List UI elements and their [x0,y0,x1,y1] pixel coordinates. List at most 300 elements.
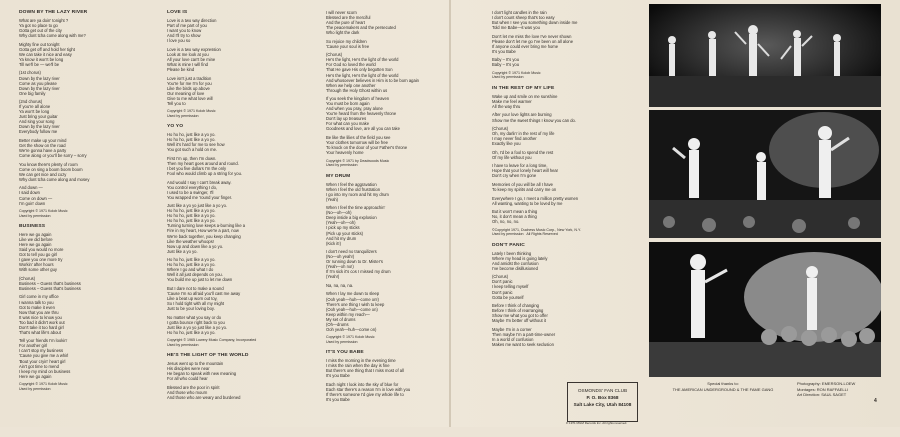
lyric-line: Ho ho ho, just like a yo yo. [167,257,216,263]
lyric-line: Keep within my reach— [326,311,370,317]
lyric-line: Just like a yo yo just like a yo yo. [167,324,228,330]
lyric-line: Everybody follow me [19,129,58,135]
lyric-line: Be like the lilies of the field you see [326,135,391,141]
lyric-line: 'Cause I'm so afraid you'll cast me away [167,290,241,296]
fan-club-po-box: P. O. Box 8368 [586,395,619,400]
lyric-line: Well it's hard for me to see how [167,142,225,148]
lyric-line: Then maybe I'm a part-time-owner [492,331,556,337]
lyric-line: Lately I been thinking [492,250,532,256]
lyric-stanza [492,274,638,299]
lyric-line: Maybe I'm in a corner [492,326,532,332]
credit-art-direction: Art Direction: SAUL SAGET [797,392,847,397]
lyric-line: You're heard from the heavenly throne [326,111,397,117]
lyric-line: You know there's plenty of room [19,161,78,167]
lyric-line: Don't cry when I'm gone [492,173,537,179]
lyric-line: Deep inside a big explosion [326,215,377,221]
lyric-line: Blessed are the poor in spirit [167,384,220,390]
lyric-stanza [19,232,119,272]
fan-club-city: Salt Lake City, Utah 84108 [573,402,632,407]
copyright-notice [492,71,638,80]
song-block [492,243,638,347]
song-title: HE'S THE LIGHT OF THE WORLD [167,353,249,359]
lyric-line: (Chorus) [19,275,36,281]
lyric-line: All your love can't be mine [167,56,216,62]
concert-photo-2 [649,110,881,238]
lyric-stanza [167,47,287,72]
lyrics-column-4 [492,10,638,378]
lyric-stanza [167,257,287,282]
lyric-line: Who light the dark [326,30,360,36]
concert-photo-3 [649,242,881,377]
lyric-line: Where I go and what I do [167,267,214,273]
copyright-line: Copyright © 1971 Kolob Music [19,209,68,214]
lyric-line: Too bad it didn't work out [19,319,65,325]
lyric-line: Just like a yo yo. [167,248,198,254]
lyric-line: Goodness and love, are all you can take [326,126,400,132]
lyric-line: Better make up your mind [19,138,67,144]
lyric-line: When I feel the time approachin' [326,205,386,211]
lyric-stanza [19,138,119,158]
lyric-line: Ain't got time to mend [19,363,59,369]
lyric-line: And would I say I can't break away. [167,179,232,185]
song-title: DOWN BY THE LAZY RIVER [19,10,88,15]
song-title: DON'T PANIC [492,242,525,248]
copyright-line: Used by permission [167,113,199,118]
lyric-line: Here we go again [19,373,52,379]
lyric-line: I don't need no tranquilizers [326,249,377,255]
lyric-line: And the pure of heart [326,20,365,26]
lyric-line: That's what life's about [19,329,61,335]
lyrics-column-1 [19,10,119,437]
song-title: YO YO [167,124,184,130]
lyric-line: Ya got no place to go [19,23,58,29]
lyric-stanza [492,163,638,178]
lyric-line: Ooh yeah—huh—come on) [326,326,377,332]
lyric-line: Show me the sweet things I know you can do. [492,117,577,123]
song-block [492,86,638,237]
lyric-line: When we help one another [326,82,376,88]
lyric-line: I said down [19,190,40,196]
lyric-stanza [326,205,444,245]
lyric-line: (Chorus) [492,126,509,132]
lyric-stanza [326,52,444,92]
copyright-line: Copyright © 1971 Kolob Music [492,70,541,75]
lyric-line: To keep my spirits and carry me on [492,187,557,193]
lyric-line: Like the weather whoops! [167,238,214,244]
lyric-line: Exactly like you [492,141,521,147]
lyric-line: Blessed are the merciful [326,15,371,21]
lyric-line: And sing your song [19,119,55,125]
lyric-line: When I feel the aggravation [326,181,377,187]
lyric-line: (Yeah—oh no!) [326,264,354,270]
lyric-line: Oh, I'd be a fool to spend the rest [492,149,554,155]
lyric-line: Before I think of rearranging [492,308,544,314]
lyric-line: (Oh—drums [326,321,349,327]
credits [797,381,855,398]
lyric-line: Got to make it even [19,304,55,310]
lyric-line: Ho ho ho, just like a yo yo. [167,213,216,219]
lyric-line: Give to me what love will [167,95,213,101]
lyric-line: Maybe I'm better off without it [492,318,546,324]
copyright-notice [326,159,444,168]
lyric-stanza [19,18,119,38]
lyric-stanza [19,42,119,67]
lyric-line: Make me feel warmer [492,98,532,104]
lyric-line: You must be born again [326,101,370,107]
lyric-line: (1st chorus) [19,70,41,76]
lyric-line: Come on sing a boom boom boom [19,166,83,172]
lyric-line: With some other guy [19,267,57,273]
lyric-stanza [167,156,287,176]
lyric-line: Of my life without you [492,154,532,160]
lyrics-column-2 [167,10,287,437]
lyric-line: But when I see you something down inside me [492,20,578,26]
lyric-line: Baby – It's you [492,57,520,63]
lyric-line: Ho ho ho, just like a yo yo. [167,137,216,143]
lyric-line: Now up and down like a yo yo. [167,243,224,249]
song-title: LOVE IS [167,10,188,15]
lyric-line: And those who are weary and burdened [167,394,241,400]
lyric-line: I gave you one more try [19,257,63,263]
lyric-line: For what can you make [326,121,370,127]
lyric-line: And I'll try to show [167,33,201,39]
lyric-line: Get the show on the road [19,143,66,149]
lyric-line: We can take it nice and easy [19,51,72,57]
lyric-line: If I'm sick it's cos I missed my drum [326,269,391,275]
lyric-line: I don't count sheep that's too easy [492,15,555,21]
lyric-line: Everywhere I go, I meet a million pretty women [492,195,579,201]
lyric-line: It's you Babe [492,48,516,54]
lyric-line: Fire in my heart, How we're a part, now [167,228,239,234]
lyric-line: And amidst the confusion [492,260,539,266]
copyright-line: Used by permission [326,163,358,168]
lyric-line: Well it all just depends on you. [167,272,223,278]
copyright-line: Copyright © 1971 by Deadwoods Music [326,158,390,163]
lyric-line: Ho ho ho, just like a yo yo. [167,329,216,335]
lyric-stanza [19,185,119,205]
center-fold [449,0,451,427]
lyric-stanza [492,10,638,30]
lyric-stanza [326,283,444,288]
lyric-line: I have to leave for a long time, [492,163,548,169]
lyric-line: For God so loved the world [326,62,376,68]
lyric-line: Just like a yo yo just like a yo yo. [167,203,228,209]
lyric-line: And down — [19,185,43,191]
lyric-line: I want you to know [167,28,202,34]
song-block [167,353,287,400]
song-block [167,10,287,118]
lyric-line: Ho ho ho, just like a yo yo. [167,262,216,268]
lyric-line: Gotta be yourself [492,294,524,300]
lyric-line: We can get nice and cozy [19,171,67,177]
song-block [19,10,119,218]
lyric-stanza [492,182,638,192]
lyric-line: Show me what you got to offer [492,313,548,319]
lyric-line: Through the Holy Ghost within us [326,87,388,93]
lyric-line: Love isn't just a tradition [167,75,212,81]
copyright-notice [326,335,444,344]
lyric-line: His disciples were near [167,366,210,372]
lyric-line: Business – Guess that's business [19,285,81,291]
lyric-line: But I dare not to make a sound [167,285,224,291]
lyric-line: (Pick up your sticks) [326,230,364,236]
lyric-line: Don't take it too hard girl [19,324,64,330]
lyric-line: Your heavenly home [326,150,364,156]
lyric-line: He began to speak with new meaning [167,371,237,377]
lyric-line: Please don't let me go I've been on all alone [492,38,573,44]
lyric-line: Jesus went up to the mountain [167,361,224,367]
lyric-line: You're for me I'm for you [167,80,212,86]
lyric-line: I keep my mind on business [19,368,71,374]
lyric-line: The peacemakers and the persecuted [326,25,396,31]
lyric-line: Wake up and smile on me sunshine [492,93,558,99]
lyric-line: Why dont tcha come along and mosey [19,176,90,182]
lyric-stanza [19,70,119,95]
lyric-line: And those who mourn [167,389,208,395]
lyric-line: Then my heart goes around and round. [167,160,239,166]
lyric-stanza [492,34,638,54]
lyric-stanza [326,249,444,279]
lyric-line: 'Cause your soul is free [326,43,370,49]
lyric-line: But there's one thing that I miss most of all [326,368,404,374]
lyric-line: Where my head is going lately [492,255,548,261]
lyric-line: Just to be your loving boy. [167,306,215,312]
lyric-line: For another girl [19,343,48,349]
lyric-stanza [167,132,287,152]
lyric-line: Each night I look into the sky of blue for [326,381,399,387]
lyric-line: I've become disillusioned [492,265,538,271]
lyric-line: Here we go again [19,242,52,248]
song-title: MY DRUM [326,173,351,179]
lyric-line: I keep telling myself [492,284,529,290]
lyric-line: To knock on the door of your Father's throne [326,145,408,151]
lyric-line: (Yeah!) [326,274,340,280]
song-block [167,124,287,347]
lyric-line: Mighty fine out tonight [19,41,60,47]
lyric-line: So I hold tight with all my might [167,301,225,307]
lyric-line: Makes me want to seek seclusion [492,341,554,347]
lyric-line: But it won't mean a thing [492,209,538,215]
lyric-stanza [326,358,444,378]
lyric-line: He's the light, He's the light of the world [326,72,399,78]
lyric-stanza [492,112,638,122]
lyric-line: (No—oh—oh) [326,210,352,216]
lyric-line: Na, na, na, na. [326,282,354,288]
lyric-line: We're back together, you keep changing [167,233,241,239]
lyric-stanza [19,338,119,378]
lyric-stanza [167,203,287,253]
lyric-line: Don't panic [492,279,513,285]
lyric-line: Love is a two way direction [167,18,217,24]
lyric-line: Like we did before [19,237,53,242]
concert-photo-1 [649,4,881,107]
lyric-line: Baby – It's you [492,62,520,68]
lyric-line: I may never find another [492,136,537,142]
lyric-line: Tell your friends I'm lookin' [19,338,68,344]
lyric-line: You build me up just to let me down [167,277,233,283]
song-block [326,174,444,345]
copyright-notice [167,338,287,347]
lyric-line: Here we go again [19,231,52,237]
lyric-line: Don't panic [492,289,513,295]
lyric-line: Hope that your lonely heart will hear [492,168,559,174]
legal-notice: ℗ 1971 MGM Records Inc. All rights reserved. [566,421,628,425]
lyric-line: He's the light, He's the light of the world [326,57,399,63]
copyright-line: Used by permission [19,213,51,218]
lyric-line: Business – Guess that's business [19,280,81,286]
lyric-stanza [326,182,444,202]
copyright-line: Copyright © 1971 Kolob Music [167,109,216,114]
lyric-line: Now that you are thru [19,309,59,315]
lyric-line: Please be kind [167,66,195,72]
lyric-line: And whosoever believes in Him is to be born again [326,77,419,83]
lyric-stanza [492,209,638,224]
lyric-stanza [167,76,287,106]
lyric-stanza [326,96,444,131]
lyric-line: All wanting, wanting to be loved by me [492,200,563,206]
lyric-line: I don't light candles in the rain [492,10,547,15]
lyric-line: Come as you please [19,80,57,86]
lyric-line: And when you pray, pray alone [326,106,383,112]
lyric-line: Ho ho ho, just like a yo yo. [167,218,216,224]
lyric-line: If anyone could ever bring me home [492,43,559,49]
lyric-line: Ya know it won't be long [19,56,64,62]
lyric-line: What is mine I will find [167,61,208,67]
song-title: IN THE REST OF MY LIFE [492,85,555,91]
lyric-line: Our meaning of love [167,90,205,96]
page-number: 4 [874,398,877,404]
lyric-stanza [492,150,638,160]
lyric-line: Don't let me miss the love I've never shown [492,33,572,39]
copyright-line: Copyright © 1965 Lowery Music Company, Incorporated [167,338,257,343]
lyric-line: I gotta bounce right back to you [167,319,225,325]
lyric-line: I bet you five dollars I'm the only [167,165,227,171]
lyric-line: Fool who would climb up a string for you. [167,170,243,176]
lyric-line: (Kick it!) [326,240,341,246]
copyright-line: Used by permission [167,342,199,347]
lyric-line: Down by the lazy river [19,75,60,81]
song-title: IT'S YOU BABE [326,350,364,356]
lyric-line: And hit my drum [326,235,357,241]
song-block [326,350,444,402]
lyric-line: (2nd chorus) [19,99,43,105]
lyric-line: Like the birds up above [167,85,210,91]
lyric-stanza [492,251,638,271]
lyric-line: If you're all alone [19,104,51,110]
lyric-line: Gotta get out of the city [19,28,62,34]
lyric-stanza [167,315,287,335]
lyric-line: Girl come in my office [19,294,59,300]
lyric-line: Each star there's a reason I'm in love with you [326,386,411,392]
lyric-stanza [492,196,638,206]
lyric-line: Oh, my darlin' in the rest of my life [492,131,555,137]
lyric-line: We're gonna have a party [19,148,67,154]
lyric-line: Ho ho ho, just like a yo yo. [167,132,216,138]
lyric-line: So rejoice my children [326,38,367,44]
lyric-line: It was nice to know you [19,314,62,320]
lyric-line: When I lay me down to sleep [326,291,380,297]
lyric-stanza [167,286,287,311]
lyric-stanza [167,385,287,400]
lyric-line: I wanna talk to you [19,299,54,305]
lyric-line: Till we'll be — we'll be [19,61,60,67]
lyric-line: 'Cause you give me a whirl [19,353,69,359]
lyric-line: Part of me part of you [167,23,207,29]
lyric-line: Or running down to Dr. Mister's [326,259,383,265]
lyric-line: Why dont tcha come along with me? [19,33,86,39]
lyric-stanza [19,276,119,291]
fan-club-name: OSMONDS' FAN CLUB [577,388,628,393]
lyric-line: Down by the lazy river [19,124,60,130]
lyric-line: 'Bout your cryin' heart girl [19,358,66,364]
lyric-stanza [19,99,119,134]
copyright-line: Copyright © 1971 Kolob Music [326,335,375,340]
lyric-line: Come along or you'll be sorry – sorry [19,153,87,159]
lyric-line: I used to be a swinger, I'll [167,189,214,195]
lyric-line: Ya won't be long [19,109,50,115]
lyric-line: Turning turning love keeps a-burning like a [167,223,246,229]
lyric-stanza [167,180,287,200]
copyright-line: Used by permission All Rights Reserved [492,232,558,237]
lyric-stanza [19,294,119,334]
lyric-line: (Yeah—oh—oh) [326,220,356,226]
lyric-line: I miss the rain when the day is fine [326,363,390,369]
lyric-line: Ho ho ho, just like a yo yo. [167,208,216,214]
lyric-line: It's you Babe [326,373,350,379]
lyric-stanza [326,10,444,35]
song-title: BUSINESS [19,223,46,229]
lyric-line: Before I think of changing [492,303,539,309]
lyric-line: First I'm up, then I'm down. [167,155,217,161]
lyric-line: Tell you to [167,100,186,106]
lyric-line: I miss the morning in the evening time [326,358,396,364]
lyric-stanza [326,39,444,49]
lyric-line: I'm goin' down [19,200,46,206]
copyright-line: Used by permission [492,75,524,80]
lyrics-column-3 [326,10,444,437]
credit-photography: Photography: EMERSON-LOEW [797,381,856,386]
lyric-line: I can't stop my business [19,348,64,354]
lyric-stanza [19,162,119,182]
lyric-line: I pick up my sticks [326,225,360,231]
lyric-stanza [326,135,444,155]
lyric-line: Memories of you will be all I have [492,181,553,187]
song-block [19,224,119,391]
lyric-line: Like a beat up worn out toy, [167,296,218,302]
lyric-line: Come on down — [19,195,53,201]
lyric-stanza [167,18,287,43]
lyric-stanza [326,291,444,331]
lyric-line: You control everything I do, [167,184,218,190]
copyright-notice [492,228,638,237]
lyric-line: Don't lay up treasures [326,116,367,122]
lyric-stanza [492,303,638,323]
lyric-line: Gotta get off and hold her tight [19,46,75,52]
lyric-line: Your clothes tomorrow will be free [326,140,388,146]
lyric-line: You got such a hold on me. [167,147,218,153]
lyric-line: Said you would no more [19,247,64,253]
lyric-line: For all who could hear [167,376,208,382]
thanks-label: Special thanks to: [707,381,739,386]
lyric-stanza [492,327,638,347]
lyric-line: I go into my room and hit my drum [326,191,389,197]
lyric-line: My set of drums [326,316,356,322]
lyric-line: (Chorus) [326,52,343,58]
lyric-line: Just bring your guitar [19,114,58,120]
lyric-line: One big family [19,90,46,96]
lyric-line: Told me Babe—it was you [492,25,540,31]
lyric-line: Love is a two way expression [167,46,221,52]
